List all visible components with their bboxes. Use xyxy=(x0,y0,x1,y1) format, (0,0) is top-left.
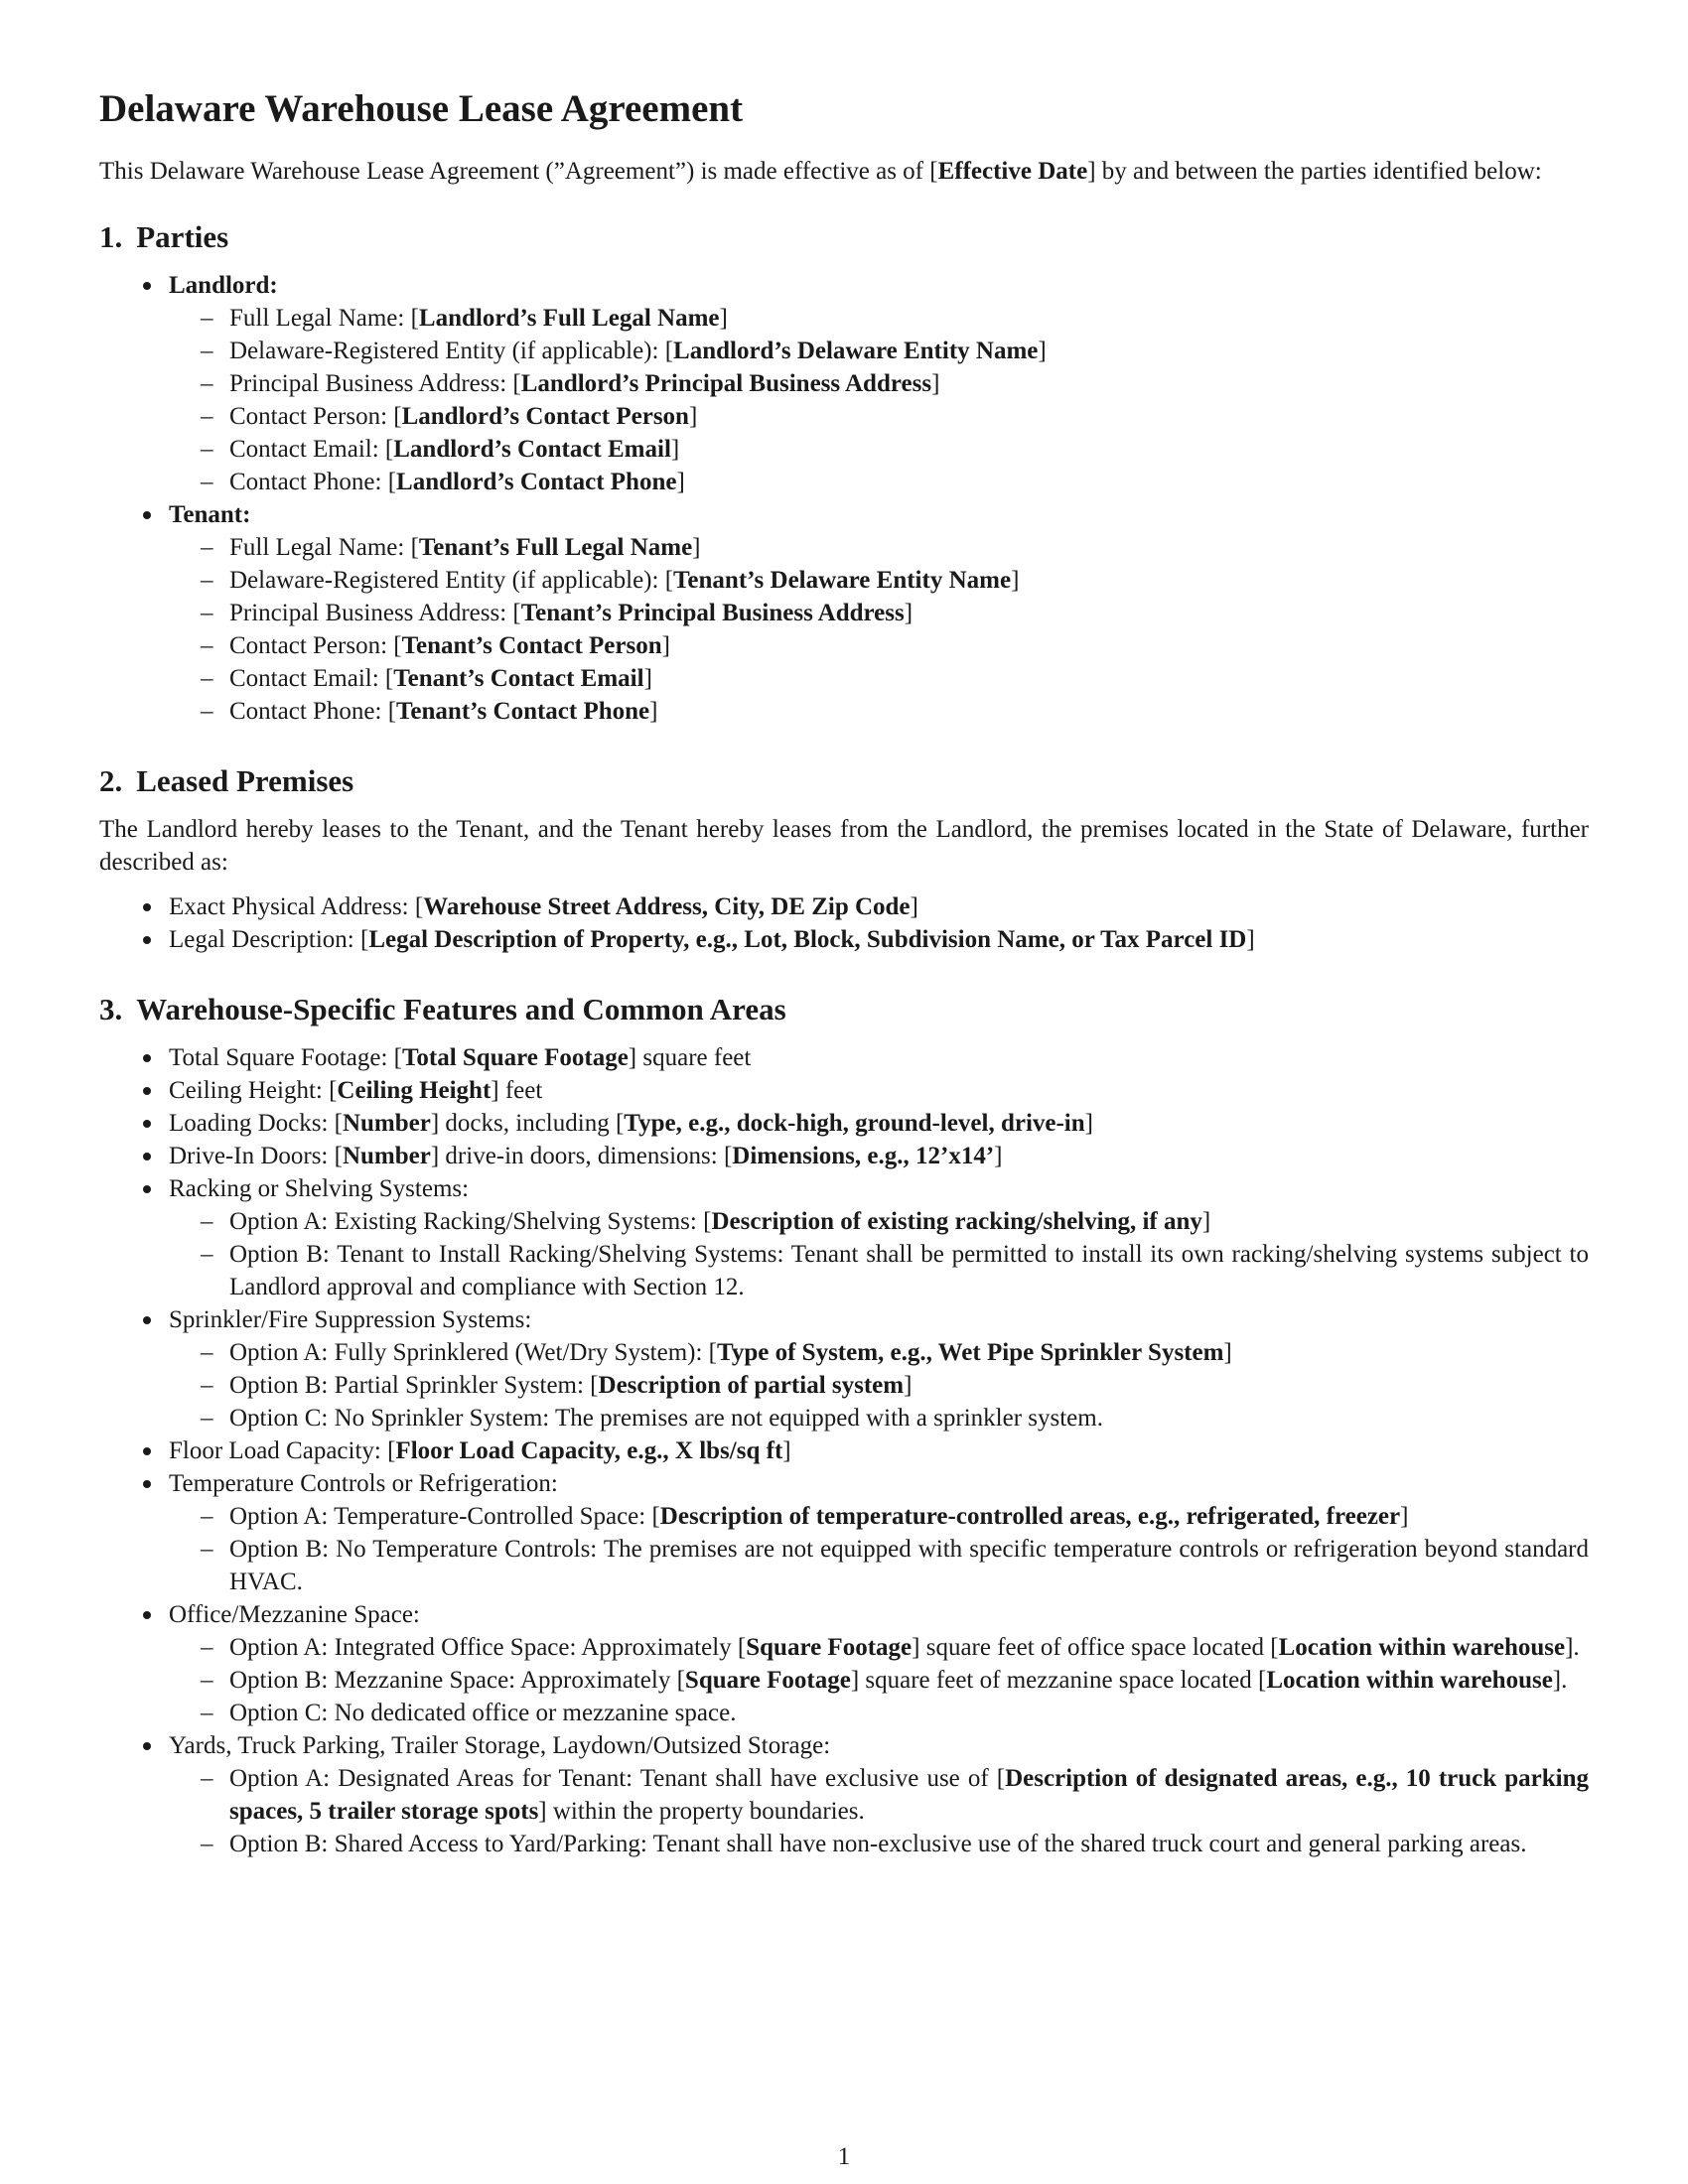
list-item: – Principal Business Address: [Tenant’s Principal Business Address] xyxy=(169,597,1589,629)
list-item: Ceiling Height: [Ceiling Height] feet xyxy=(99,1074,1589,1107)
document-title: Delaware Warehouse Lease Agreement xyxy=(99,87,744,130)
effective-date-field: Effective Date xyxy=(937,158,1088,185)
list-item: – Option C: No dedicated office or mezzanine space. xyxy=(169,1697,1589,1729)
landlord-label: Landlord: xyxy=(169,272,278,299)
list-item: – Option B: Mezzanine Space: Approximately [Square Footage] square feet of mezzanine space located [Location within warehouse]. xyxy=(169,1664,1589,1697)
office-options xyxy=(169,1631,1589,1729)
intro-text-before: This Delaware Warehouse Lease Agreement (”Agreement”) is made effective as of [ xyxy=(99,158,938,185)
list-item: Yards, Truck Parking, Trailer Storage, Laydown/Outsized Storage: – Option A: Designated Areas for Tenant: Tenant shall have exclusive use of [Description of designated areas, e.g., 10 truck parking spaces, 5 trailer storage spots] within the property boundaries. – Option B: Shared Access to Yard/Parking: Tenant shall have non-exclusive use of the shared truck court and general parking areas. xyxy=(99,1729,1589,1860)
premises-list xyxy=(99,890,1589,956)
list-item: – Contact Email: [Landlord’s Contact Email] xyxy=(169,433,1589,466)
list-item: Sprinkler/Fire Suppression Systems: – Option A: Fully Sprinklered (Wet/Dry System): [Type of System, e.g., Wet Pipe Sprinkler System] – Option B: Partial Sprinkler System: [Description of partial system] – Option C: No Sprinkler System: The premises are not equipped with a sprinkler system. xyxy=(99,1303,1589,1434)
temperature-options xyxy=(169,1500,1589,1598)
list-item: Racking or Shelving Systems: – Option A: Existing Racking/Shelving Systems: [Description of existing racking/shelving, if any] – Option B: Tenant to Install Racking/Shelving Systems: Tenant shall be permitted to install its own racking/shelving systems subject to Landlord approval and compliance with Section 12. xyxy=(99,1172,1589,1303)
list-item: Temperature Controls or Refrigeration: – Option A: Temperature-Controlled Space: [Description of temperature-controlled areas, e.g., refrigerated, freezer] – Option B: No Temperature Controls: The premises are not equipped with specific temperature controls or refrigeration beyond standard HVAC. xyxy=(99,1467,1589,1598)
intro-paragraph xyxy=(99,155,1589,188)
document-page xyxy=(99,85,1589,1894)
sprinkler-options xyxy=(169,1336,1589,1434)
list-item: Floor Load Capacity: [Floor Load Capacity, e.g., X lbs/sq ft] xyxy=(99,1434,1589,1467)
landlord-item xyxy=(99,269,1589,498)
list-item: – Option B: Partial Sprinkler System: [Description of partial system] xyxy=(169,1369,1589,1402)
list-item: – Contact Phone: [Landlord’s Contact Phone] xyxy=(169,466,1589,498)
list-item: – Contact Email: [Tenant’s Contact Email] xyxy=(169,662,1589,695)
section-title: Leased Premises xyxy=(136,763,354,798)
section-warehouse-features xyxy=(99,990,1589,1860)
tenant-details xyxy=(169,531,1589,728)
section-title: Warehouse-Specific Features and Common Areas xyxy=(136,992,786,1026)
parties-list xyxy=(99,269,1589,728)
list-item: – Option A: Integrated Office Space: Approximately [Square Footage] square feet of office space located [Location within warehouse]. xyxy=(169,1631,1589,1664)
list-item: – Option A: Temperature-Controlled Space: [Description of temperature-controlled areas, e.g., refrigerated, freezer] xyxy=(169,1500,1589,1533)
features-list xyxy=(99,1041,1589,1860)
list-item: – Option C: No Sprinkler System: The premises are not equipped with a sprinkler system. xyxy=(169,1402,1589,1434)
section-title: Parties xyxy=(136,219,229,254)
list-item: Loading Docks: [Number] docks, including [Type, e.g., dock-high, ground-level, drive-in] xyxy=(99,1107,1589,1140)
page-number: 1 xyxy=(837,2143,851,2170)
intro-text-after: ] by and between the parties identified below: xyxy=(1087,158,1542,185)
list-item: Total Square Footage: [Total Square Footage] square feet xyxy=(99,1041,1589,1074)
tenant-label: Tenant: xyxy=(169,501,251,528)
racking-options xyxy=(169,1205,1589,1303)
list-item: – Full Legal Name: [Tenant’s Full Legal Name] xyxy=(169,531,1589,564)
section-number: 3. xyxy=(99,992,123,1026)
list-item: – Delaware-Registered Entity (if applicable): [Tenant’s Delaware Entity Name] xyxy=(169,564,1589,597)
list-item: – Option A: Existing Racking/Shelving Systems: [Description of existing racking/shelving, if any] xyxy=(169,1205,1589,1238)
landlord-details xyxy=(169,302,1589,498)
section-heading xyxy=(99,761,1589,801)
list-item: Office/Mezzanine Space: – Option A: Integrated Office Space: Approximately [Square Footage] square feet of office space located [Location within warehouse]. – Option B: Mezzanine Space: Approximately [Square Footage] square feet of mezzanine space located [Location within warehouse]. – Option C: No dedicated office or mezzanine space. xyxy=(99,1598,1589,1729)
list-item: – Option A: Fully Sprinklered (Wet/Dry System): [Type of System, e.g., Wet Pipe Sprinkler System] xyxy=(169,1336,1589,1369)
list-item: – Contact Person: [Landlord’s Contact Person] xyxy=(169,400,1589,433)
list-item: – Full Legal Name: [Landlord’s Full Legal Name] xyxy=(169,302,1589,335)
list-item: – Delaware-Registered Entity (if applicable): [Landlord’s Delaware Entity Name] xyxy=(169,335,1589,367)
section-number: 2. xyxy=(99,763,123,798)
list-item: – Contact Person: [Tenant’s Contact Person] xyxy=(169,629,1589,662)
list-item: – Principal Business Address: [Landlord’s Principal Business Address] xyxy=(169,367,1589,400)
list-item: – Option B: No Temperature Controls: The premises are not equipped with specific temperature controls or refrigeration beyond standard HVAC. xyxy=(169,1533,1589,1598)
list-item: Exact Physical Address: [Warehouse Street Address, City, DE Zip Code] xyxy=(99,890,1589,923)
premises-paragraph: The Landlord hereby leases to the Tenant, and the Tenant hereby leases from the Landlord, the premises located in the State of Delaware, further described as: xyxy=(99,816,1589,876)
yards-options xyxy=(169,1762,1589,1860)
section-heading xyxy=(99,990,1589,1029)
section-leased-premises xyxy=(99,761,1589,956)
list-item: – Option B: Tenant to Install Racking/Shelving Systems: Tenant shall be permitted to install its own racking/shelving systems subject to Landlord approval and compliance with Section 12. xyxy=(169,1238,1589,1303)
section-heading xyxy=(99,217,1589,257)
list-item: Drive-In Doors: [Number] drive-in doors, dimensions: [Dimensions, e.g., 12’x14’] xyxy=(99,1140,1589,1172)
list-item: – Option B: Shared Access to Yard/Parking: Tenant shall have non-exclusive use of the shared truck court and general parking areas. xyxy=(169,1828,1589,1860)
tenant-item xyxy=(99,498,1589,728)
list-item: – Option A: Designated Areas for Tenant: Tenant shall have exclusive use of [Description of designated areas, e.g., 10 truck parking spaces, 5 trailer storage spots] within the property boundaries. xyxy=(169,1762,1589,1828)
section-parties xyxy=(99,217,1589,728)
section-number: 1. xyxy=(99,219,123,254)
list-item: – Contact Phone: [Tenant’s Contact Phone] xyxy=(169,695,1589,728)
list-item: Legal Description: [Legal Description of Property, e.g., Lot, Block, Subdivision Name, or Tax Parcel ID] xyxy=(99,923,1589,956)
